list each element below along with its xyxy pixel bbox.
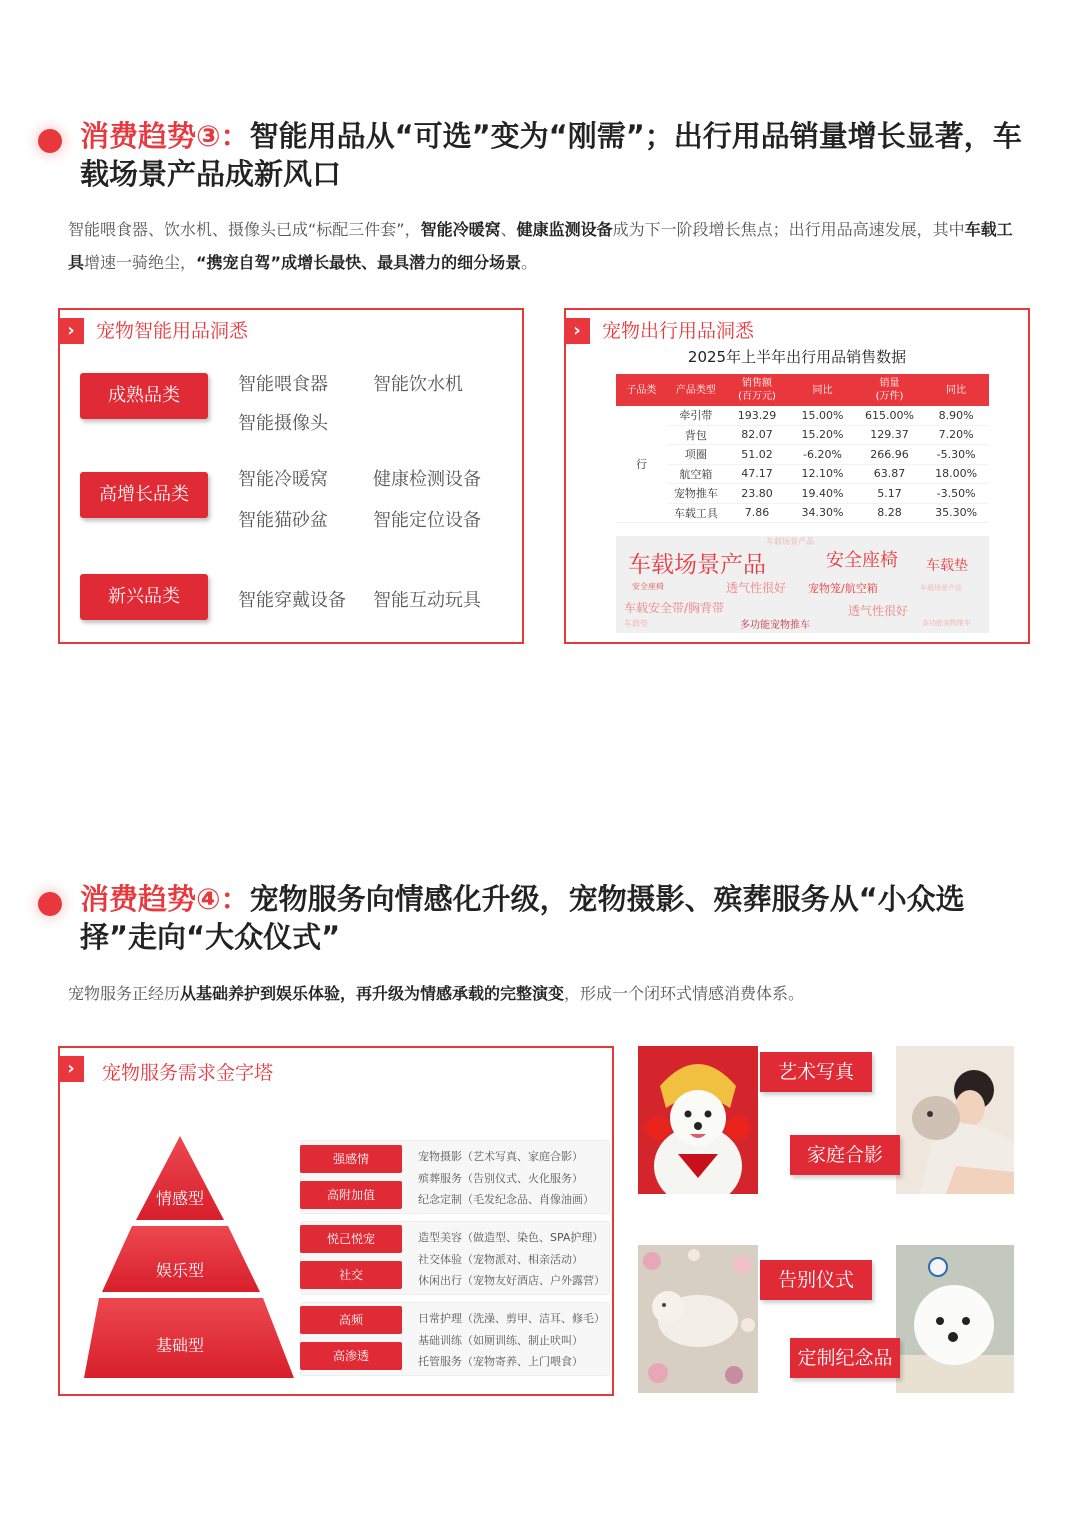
para-text: 。 <box>521 253 538 272</box>
category-item: 智能冷暖窝 <box>238 469 328 490</box>
para-bold: 健康监测设备 <box>516 220 613 239</box>
section4-heading-prefix: 消费趋势④： <box>80 882 250 916</box>
para-text: 成为下一阶段增长焦点；出行用品高速发展，其中 <box>612 220 965 239</box>
table-cell: -5.30% <box>923 445 989 465</box>
table-header <box>725 374 789 406</box>
section3-paragraph <box>68 213 1028 279</box>
service-item: 基础训练（如厕训练、制止吠叫） <box>418 1334 583 1347</box>
section4-bullet-dot <box>38 892 62 916</box>
table-cell: 63.87 <box>856 464 923 484</box>
service-item: 社交体验（宠物派对、相亲活动） <box>418 1253 583 1266</box>
photo-keepsake <box>896 1245 1014 1393</box>
tier-tag: 强感情 <box>300 1145 402 1173</box>
table-cell: 193.29 <box>725 406 789 425</box>
table-cell: 12.10% <box>789 464 856 484</box>
table-cell: 牵引带 <box>667 406 725 425</box>
para-bold: 从基础养护到娱乐体验，再升级为情感承载的完整演变 <box>180 984 565 1003</box>
table-row <box>616 484 989 504</box>
para-text: 、 <box>500 220 517 239</box>
panel-title: 宠物服务需求金字塔 <box>102 1062 274 1084</box>
category-item: 智能猫砂盆 <box>238 510 328 531</box>
table-cell: 7.20% <box>923 425 989 445</box>
table-cell: 129.37 <box>856 425 923 445</box>
table-cell: 34.30% <box>789 503 856 523</box>
word-cloud-word: 多功能宠物推车 <box>922 619 971 627</box>
category-mature-button[interactable]: 成熟品类 <box>80 373 208 419</box>
tier-tag: 悦己悦宠 <box>300 1225 402 1253</box>
section4-paragraph <box>68 977 1028 1010</box>
para-text: ，形成一个闭环式情感消费体系。 <box>564 984 805 1003</box>
category-emerging-button[interactable]: 新兴品类 <box>80 574 208 620</box>
section3-heading-prefix: 消费趋势③： <box>80 119 250 153</box>
category-item: 智能互动玩具 <box>373 590 481 611</box>
dog-keepsake-image <box>896 1245 1014 1393</box>
word-cloud <box>616 536 989 633</box>
chevron-right-icon: › <box>564 318 590 344</box>
dog-with-tomatoes-image <box>638 1046 758 1194</box>
tier-tag: 高频 <box>300 1306 402 1334</box>
label-art-portrait: 艺术写真 <box>760 1052 872 1092</box>
travel-sales-table <box>616 374 989 523</box>
service-item: 宠物摄影（艺术写真、家庭合影） <box>418 1150 583 1163</box>
tier-label-basic: 基础型 <box>155 1336 204 1355</box>
photo-farewell <box>638 1245 758 1393</box>
category-item: 智能穿戴设备 <box>238 590 346 611</box>
section4-heading <box>80 880 1040 956</box>
header-line: (百万元) <box>738 391 776 402</box>
word-cloud-word: 透气性很好 <box>848 604 909 618</box>
table-row <box>616 425 989 445</box>
table-row <box>616 503 989 523</box>
category-item: 智能饮水机 <box>373 374 463 395</box>
farewell-dog-flowers-image <box>638 1245 758 1393</box>
photo-family <box>896 1046 1014 1194</box>
table-cell: 82.07 <box>725 425 789 445</box>
table-cell: -6.20% <box>789 445 856 465</box>
table-cell: 35.30% <box>923 503 989 523</box>
table-cell: 266.96 <box>856 445 923 465</box>
table-cell: 航空箱 <box>667 464 725 484</box>
para-bold: 智能冷暖窝 <box>420 220 501 239</box>
label-family-photo: 家庭合影 <box>790 1135 900 1175</box>
table-row <box>616 464 989 484</box>
section3-bullet-dot <box>38 129 62 153</box>
table-cell: 背包 <box>667 425 725 445</box>
table-cell-subcategory: 行 <box>616 406 667 523</box>
section3-heading-text: 智能用品从“可选”变为“刚需”；出行用品销量增长显著，车载场景产品成新风口 <box>80 119 1022 191</box>
word-cloud-word: 安全座椅 <box>632 582 664 591</box>
panel-title: 宠物出行用品洞悉 <box>602 320 755 342</box>
para-text: 增速一骑绝尘， <box>84 253 197 272</box>
tier-tag: 高渗透 <box>300 1342 402 1370</box>
label-keepsake: 定制纪念品 <box>790 1338 900 1378</box>
table-cell: 车载工具 <box>667 503 725 523</box>
table-row <box>616 445 989 465</box>
table-cell: 项圈 <box>667 445 725 465</box>
tier-tag: 高附加值 <box>300 1181 402 1209</box>
smart-products-panel <box>58 308 524 644</box>
table-cell: 8.90% <box>923 406 989 425</box>
word-cloud-word: 车载场景产品 <box>628 552 766 578</box>
header-line: 销售额 <box>742 378 773 389</box>
category-item: 健康检测设备 <box>373 469 481 490</box>
panel-title: 宠物智能用品洞悉 <box>96 320 249 342</box>
header-line: 销量 <box>879 378 900 389</box>
table-cell: 18.00% <box>923 464 989 484</box>
section4-heading-text: 宠物服务向情感化升级，宠物摄影、殡葬服务从“小众选择”走向“大众仪式” <box>80 882 965 954</box>
table-header-row <box>616 374 989 406</box>
table-header: 子品类 <box>616 374 667 406</box>
service-item: 休闲出行（宠物友好酒店、户外露营） <box>418 1274 605 1287</box>
word-cloud-word: 安全座椅 <box>826 550 898 571</box>
header-line: (万件) <box>875 391 904 402</box>
table-cell: -3.50% <box>923 484 989 504</box>
word-cloud-word: 车载垫 <box>624 619 648 628</box>
word-cloud-word: 透气性很好 <box>726 581 787 595</box>
table-cell: 47.17 <box>725 464 789 484</box>
word-cloud-word: 宠物笼/航空箱 <box>808 582 878 595</box>
woman-with-dog-image <box>896 1046 1014 1194</box>
word-cloud-word: 多功能宠物推车 <box>740 620 810 631</box>
service-item: 造型美容（做造型、染色、SPA护理） <box>418 1231 604 1244</box>
table-cell: 19.40% <box>789 484 856 504</box>
service-pyramid-panel <box>58 1046 614 1396</box>
table-header <box>856 374 923 406</box>
para-text: 宠物服务正经历 <box>68 984 181 1003</box>
table-cell: 7.86 <box>725 503 789 523</box>
table-cell: 15.20% <box>789 425 856 445</box>
category-item: 智能喂食器 <box>238 374 328 395</box>
word-cloud-word: 车载垫 <box>926 558 968 574</box>
table-cell: 615.00% <box>856 406 923 425</box>
section3-heading <box>80 117 1040 193</box>
table-cell: 宠物推车 <box>667 484 725 504</box>
table-row <box>616 406 989 425</box>
para-text: 智能喂食器、饮水机、摄像头已成“标配三件套”， <box>68 220 421 239</box>
service-item: 日常护理（洗澡、剪甲、洁耳、修毛） <box>418 1312 605 1325</box>
tier-label-emotional: 情感型 <box>155 1189 204 1208</box>
category-item: 智能摄像头 <box>238 413 328 434</box>
travel-products-panel <box>564 308 1030 644</box>
photo-art-portrait <box>638 1046 758 1194</box>
label-farewell: 告别仪式 <box>760 1260 872 1300</box>
table-header: 产品类型 <box>667 374 725 406</box>
table-cell: 8.28 <box>856 503 923 523</box>
tier-label-entertainment: 娱乐型 <box>155 1261 204 1280</box>
word-cloud-word: 车载场景产品 <box>766 537 814 546</box>
chevron-right-icon: › <box>58 1056 84 1082</box>
table-header: 同比 <box>923 374 989 406</box>
service-item: 纪念定制（毛发纪念品、肖像油画） <box>418 1193 594 1206</box>
word-cloud-word: 车载场景产品 <box>920 584 962 592</box>
table-cell: 5.17 <box>856 484 923 504</box>
service-item: 托管服务（宠物寄养、上门喂食） <box>418 1355 583 1368</box>
chevron-right-icon: › <box>58 318 84 344</box>
service-item: 殡葬服务（告别仪式、火化服务） <box>418 1172 583 1185</box>
tier-tag: 社交 <box>300 1261 402 1289</box>
table-cell: 15.00% <box>789 406 856 425</box>
category-high-growth-button[interactable]: 高增长品类 <box>80 472 208 518</box>
para-bold: “携宠自驾”成增长最快、最具潜力的细分场景 <box>196 253 522 272</box>
word-cloud-word: 车载安全带/胸背带 <box>624 601 725 615</box>
table-cell: 23.80 <box>725 484 789 504</box>
table-cell: 51.02 <box>725 445 789 465</box>
para-bold: 车载工具 <box>68 220 1013 272</box>
table-title: 2025年上半年出行用品销售数据 <box>687 348 907 366</box>
category-item: 智能定位设备 <box>373 510 481 531</box>
table-header: 同比 <box>789 374 856 406</box>
